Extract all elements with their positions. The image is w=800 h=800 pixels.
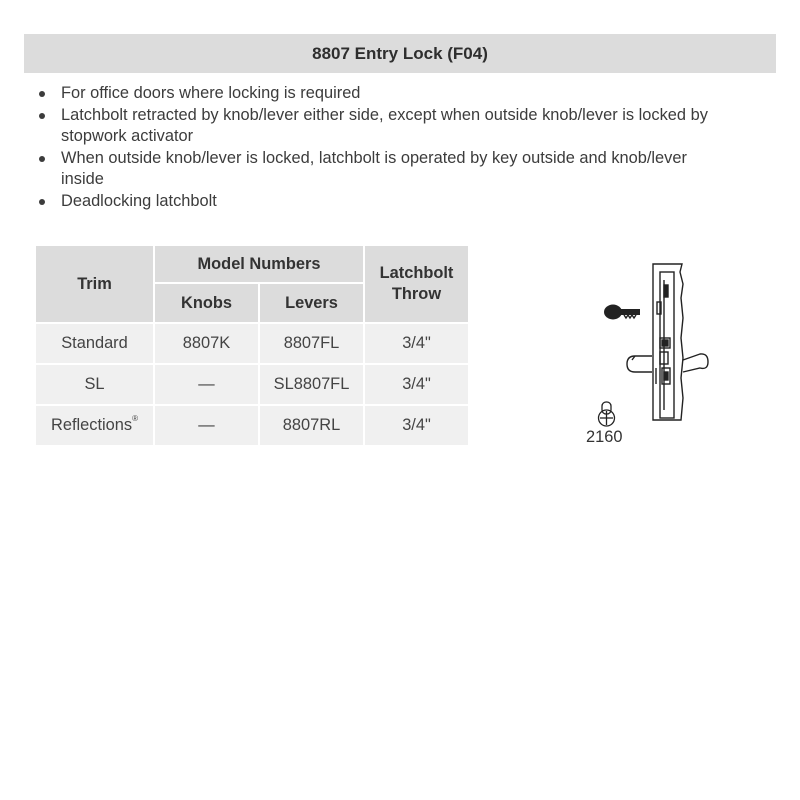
header-knobs: Knobs [155,284,258,322]
cell-knobs: — [155,406,258,445]
header-levers: Levers [260,284,363,322]
cell-trim: SL [36,365,153,404]
cell-levers: 8807RL [260,406,363,445]
feature-list [36,83,716,213]
cell-levers: SL8807FL [260,365,363,404]
feature-item: When outside knob/lever is locked, latchbolt is operated by key outside and knob/lever inside [36,148,716,191]
header-model-numbers: Model Numbers [155,246,363,282]
feature-item: For office doors where locking is required [36,83,716,105]
cell-throw: 3/4" [365,406,468,445]
header-trim: Trim [36,246,153,322]
table-row [36,365,468,404]
feature-item: Deadlocking latchbolt [36,191,716,213]
cell-trim: Standard [36,324,153,363]
cell-throw: 3/4" [365,365,468,404]
key-icon [604,305,640,320]
model-numbers-table [34,244,470,447]
mortise-lock-body-icon [653,264,683,420]
cell-levers: 8807FL [260,324,363,363]
table-row [36,406,468,445]
feature-item: Latchbolt retracted by knob/lever either side, except when outside knob/lever is locked by stopwork activator [36,105,716,148]
cylinder-icon [599,402,615,426]
cylinder-label: 2160 [586,428,623,446]
header-latchbolt-throw-text: Latchbolt Throw [379,264,454,303]
cell-throw: 3/4" [365,324,468,363]
cell-trim [36,406,153,445]
lever-handle-icon [627,356,652,372]
lever-handle-icon [683,354,708,372]
cell-trim-text: Reflections [51,416,133,434]
registered-mark: ® [132,414,138,423]
header-latchbolt-throw [365,246,468,322]
table-row [36,324,468,363]
page-title: 8807 Entry Lock (F04) [312,43,488,63]
cell-knobs: — [155,365,258,404]
cell-knobs: 8807K [155,324,258,363]
title-bar [24,34,776,73]
